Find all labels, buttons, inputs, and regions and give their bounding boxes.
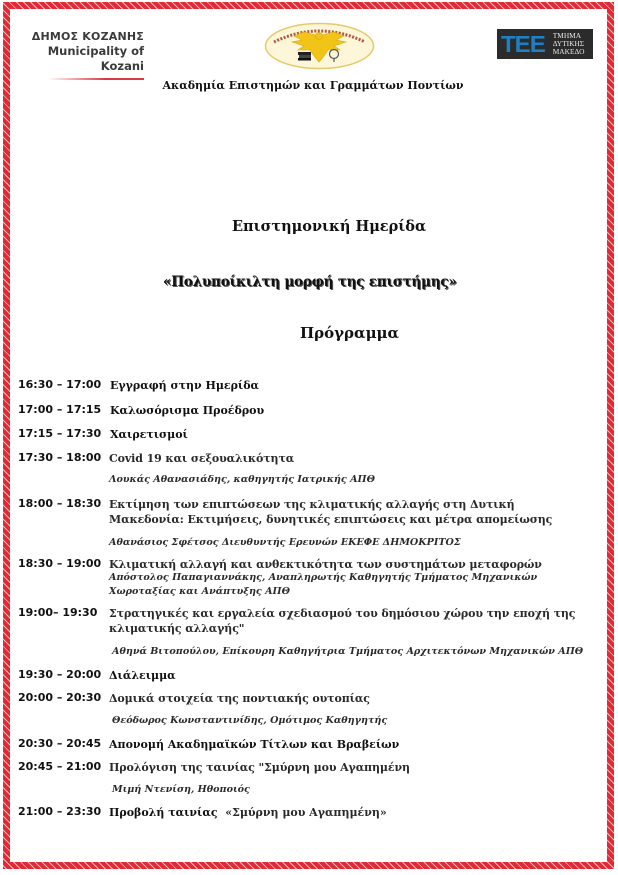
- schedule-title: Εκτίμηση των επιπτώσεων της κλιματικής αλλαγής στη Δυτική Μακεδονία: Εκτιμήσεις, δυνητικές επιπτώσεις και μέτρα απομείωσης: [109, 498, 553, 526]
- academy-logo: [264, 22, 375, 70]
- schedule-title: Διάλειμμα: [109, 669, 176, 682]
- schedule-title: Προλόγιση της ταινίας "Σμύρνη μου Αγαπημένη: [109, 761, 410, 774]
- event-heading: Επιστημονική Ημερίδα: [232, 218, 427, 235]
- tee-department-text: ΤΜΗΜΑ ΔΥΤΙΚΗΣ ΜΑΚΕΔΟ: [552, 32, 585, 56]
- schedule-speaker: Θεόδωρος Κωνσταντινίδης, Ομότιμος Καθηγητής: [112, 715, 388, 726]
- schedule-time: 19:30 – 20:00: [18, 668, 102, 681]
- schedule-title-main: Προβολή ταινίας: [109, 806, 218, 819]
- schedule-title: Δομικά στοιχεία της ποντιακής ουτοπίας: [109, 692, 370, 705]
- schedule-speaker: Μιμή Ντενίση, Ηθοποιός: [112, 784, 250, 795]
- schedule-title: Covid 19 και σεξουαλικότητα: [109, 452, 295, 465]
- schedule-title: Εγγραφή στην Ημερίδα: [110, 379, 260, 392]
- schedule-time: 18:00 – 18:30: [18, 497, 102, 510]
- schedule-title: Στρατηγικές και εργαλεία σχεδιασμού του δημόσιου χώρου την εποχή της κλιματικής αλλαγής": [109, 607, 576, 635]
- schedule-time: 18:30 – 19:00: [18, 557, 102, 570]
- schedule-speaker: Απόστολος Παπαγιαννάκης, Αναπληρωτής Καθηγητής Τμήματος Μηχανικών Χωροταξίας και Ανάπτυξης ΑΠΘ: [109, 572, 538, 597]
- schedule-time: 16:30 – 17:00: [18, 378, 102, 391]
- academy-eagle-emblem-icon: [264, 22, 375, 70]
- schedule-time: 17:15 – 17:30: [18, 427, 102, 440]
- tee-logo: [497, 29, 593, 59]
- schedule-time: 17:00 – 17:15: [18, 403, 102, 416]
- schedule-title: Καλωσόρισμα Προέδρου: [110, 404, 265, 417]
- schedule-time: 20:00 – 20:30: [18, 691, 102, 704]
- schedule-speaker: Αθηνά Βιτοπούλου, Επίκουρη Καθηγήτρια Τμήματος Αρχιτεκτόνων Μηχανικών ΑΠΘ: [112, 646, 584, 657]
- schedule-speaker: Αθανάσιος Σφέτσος Διευθυντής Ερευνών ΕΚΕΦΕ ΔΗΜΟΚΡΙΤΟΣ: [109, 537, 461, 548]
- schedule-title: Κλιματική αλλαγή και ανθεκτικότητα των συστημάτων μεταφορών: [109, 558, 542, 571]
- municipality-name-english: Municipality of Kozani: [47, 44, 144, 73]
- schedule-title: Απονομή Ακαδημαϊκών Τίτλων και Βραβείων: [109, 738, 400, 751]
- schedule-title-film: «Σμύρνη μου Αγαπημένη»: [225, 806, 387, 819]
- event-subtitle: «Πολυποίκιλτη μορφή της επιστήμης»: [163, 274, 457, 290]
- schedule-time: 20:30 – 20:45: [18, 737, 102, 750]
- schedule-title: Χαιρετισμοί: [110, 428, 188, 441]
- schedule-time: 17:30 – 18:00: [18, 451, 102, 464]
- schedule-time: 20:45 – 21:00: [18, 760, 102, 773]
- municipality-kozani-logo: [22, 30, 144, 80]
- schedule-time: 19:00– 19:30: [18, 606, 98, 619]
- schedule-title: [109, 805, 589, 820]
- schedule-speaker: Λουκάς Αθανασιάδης, καθηγητής Ιατρικής ΑΠΘ: [109, 474, 375, 485]
- schedule-time: 21:00 – 23:30: [18, 805, 102, 818]
- program-heading: Πρόγραμμα: [300, 324, 400, 342]
- organization-name: Ακαδημία Επιστημών και Γραμμάτων Ποντίων: [162, 79, 464, 92]
- tee-mark: TEE: [500, 31, 545, 57]
- municipality-name-greek: ΔΗΜΟΣ ΚΟΖΑΝΗΣ: [31, 30, 144, 43]
